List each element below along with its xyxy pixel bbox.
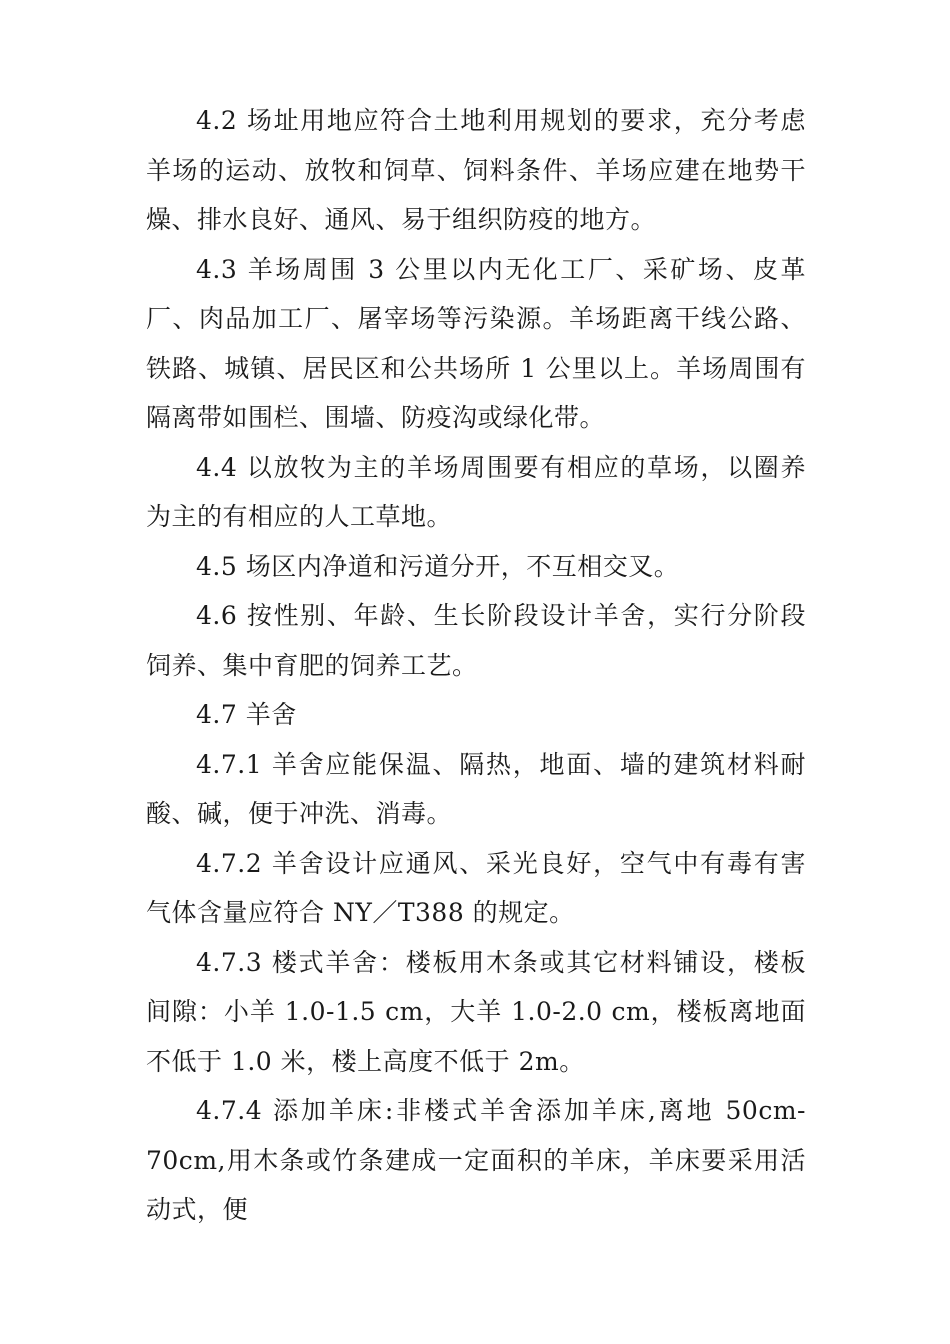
paragraph-4-7-4: 4.7.4 添加羊床:非楼式羊舍添加羊床,离地 50cm-70cm,用木条或竹条建成一定面积的羊床，羊床要采用活动式，便 — [146, 1096, 806, 1224]
paragraph-4-2: 4.2 场址用地应符合土地利用规划的要求，充分考虑羊场的运动、放牧和饲草、饲料条件、羊场应建在地势干燥、排水良好、通风、易于组织防疫的地方。 — [146, 106, 806, 234]
paragraph-4-7-2: 4.7.2 羊舍设计应通风、采光良好，空气中有毒有害气体含量应符合 NY／T388 的规定。 — [146, 848, 806, 927]
paragraph-4-7-3: 4.7.3 楼式羊舍：楼板用木条或其它材料铺设，楼板间隙：小羊 1.0-1.5 cm，大羊 1.0-2.0 cm，楼板离地面不低于 1.0 米，楼上高度不低于 2m。 — [146, 947, 806, 1076]
paragraph-4-7-heading: 4.7 羊舍 — [196, 700, 297, 729]
document-body — [146, 96, 806, 1235]
paragraph-4-6: 4.6 按性别、年龄、生长阶段设计羊舍，实行分阶段饲养、集中育肥的饲养工艺。 — [146, 601, 806, 680]
paragraph-4-7-1: 4.7.1 羊舍应能保温、隔热，地面、墙的建筑材料耐酸、碱，便于冲洗、消毒。 — [146, 749, 806, 828]
paragraph-4-3: 4.3 羊场周围 3 公里以内无化工厂、采矿场、皮革厂、肉品加工厂、屠宰场等污染源。羊场距离干线公路、铁路、城镇、居民区和公共场所 1 公里以上。羊场周围有隔离带如围栏、围墙、防疫沟或绿化带。 — [146, 254, 806, 432]
paragraph-4-5: 4.5 场区内净道和污道分开，不互相交叉。 — [196, 551, 680, 581]
paragraph-4-4: 4.4 以放牧为主的羊场周围要有相应的草场，以圈养为主的有相应的人工草地。 — [146, 452, 806, 531]
